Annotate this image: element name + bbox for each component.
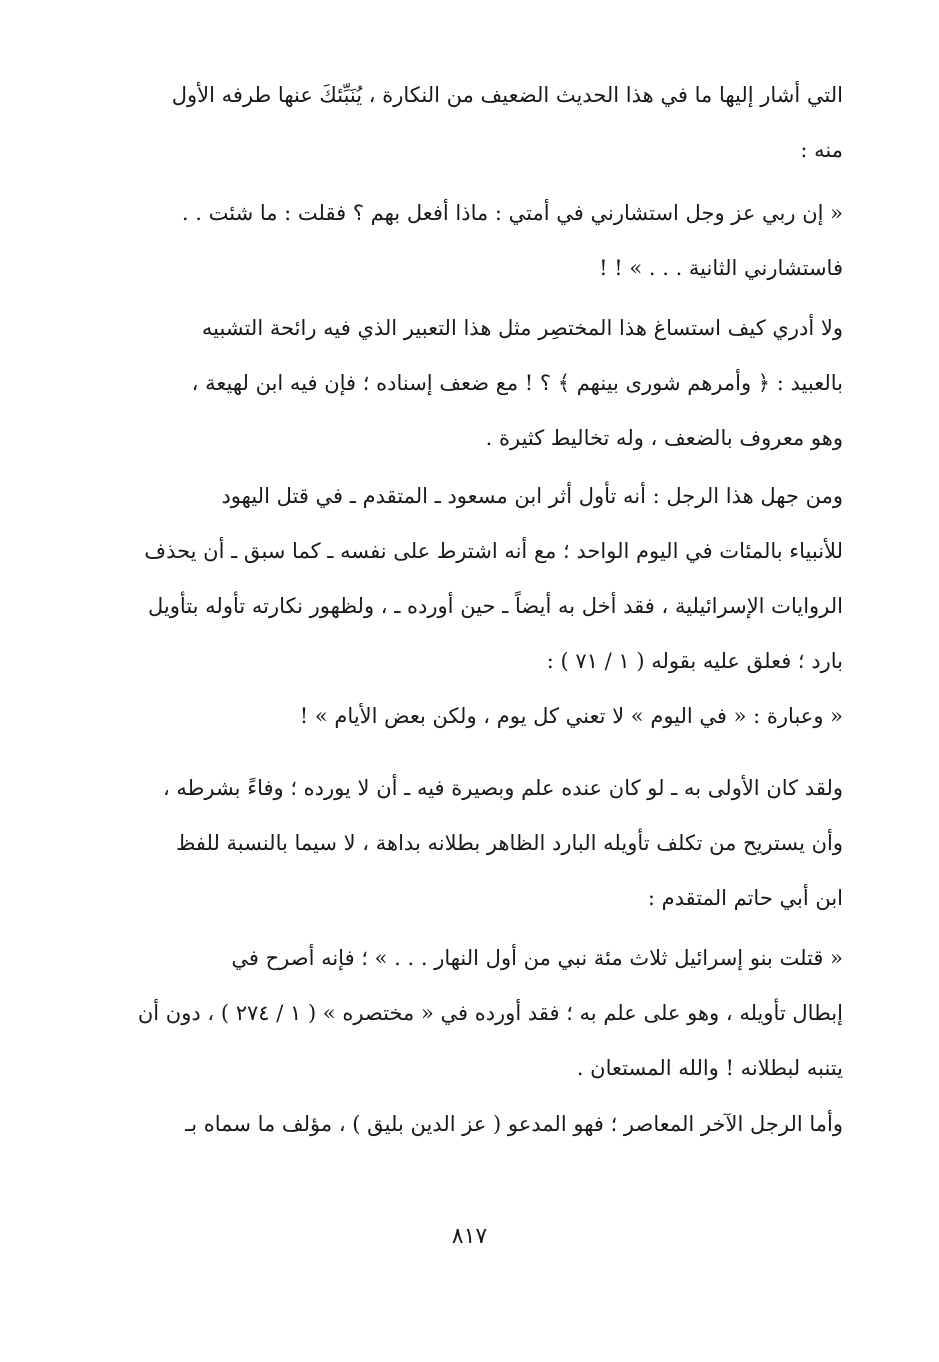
paragraph-3-line-3: وهو معروف بالضعف ، وله تخاليط كثيرة . (485, 426, 843, 450)
paragraph-4-line-2: للأنبياء بالمئات في اليوم الواحد ؛ مع أنه اشترط على نفسه ـ كما سبق ـ أن يحذف (144, 539, 843, 563)
paragraph-7-line-1: « قتلت بنو إسرائيل ثلاث مئة نبي من أول النهار . . . » ؛ فإنه أصرح في (231, 946, 843, 970)
paragraph-3-line-2: بالعبيد : ﴿ وأمرهم شورى بينهم ﴾ ؟ ! مع ضعف إسناده ؛ فإن فيه ابن لهيعة ، (191, 371, 843, 395)
paragraph-6-line-3: ابن أبي حاتم المتقدم : (647, 886, 843, 910)
paragraph-4 (98, 469, 843, 689)
paragraph-5-line-1: « وعبارة : « في اليوم » لا تعني كل يوم ، ولكن بعض الأيام » ! (299, 704, 843, 728)
paragraph-2 (98, 186, 843, 296)
paragraph-4-line-3: الروايات الإسرائيلية ، فقد أخل به أيضاً ـ حين أورده ـ ، ولظهور نكارته تأوله بتأويل (148, 594, 843, 618)
paragraph-1-line-2: منه : (800, 138, 843, 162)
paragraph-2-line-1: « إن ربي عز وجل استشارني في أمتي : ماذا أفعل بهم ؟ فقلت : ما شئت . . (181, 201, 843, 225)
paragraph-3-line-1: ولا أدري كيف استساغ هذا المختصِر مثل هذا التعبير الذي فيه رائحة التشبيه (201, 316, 843, 340)
paragraph-2-line-2: فاستشارني الثانية . . . » ! ! (599, 256, 843, 280)
paragraph-4-line-1: ومن جهل هذا الرجل : أنه تأول أثر ابن مسعود ـ المتقدم ـ في قتل اليهود (221, 484, 843, 508)
paragraph-6-line-1: ولقد كان الأولى به ـ لو كان عنده علم وبصيرة فيه ـ أن لا يورده ؛ وفاءً بشرطه ، (162, 776, 843, 800)
paragraph-8-line-1: وأما الرجل الآخر المعاصر ؛ فهو المدعو ( عز الدين بليق ) ، مؤلف ما سماه بـ (185, 1112, 843, 1136)
paragraph-3 (98, 301, 843, 466)
paragraph-6 (98, 761, 843, 926)
paragraph-8 (98, 1097, 843, 1152)
paragraph-7-line-2: إبطال تأويله ، وهو على علم به ؛ فقد أورده في « مختصره » ( ١ / ٢٧٤ ) ، دون أن (137, 1001, 843, 1025)
paragraph-5 (98, 689, 843, 744)
paragraph-7-line-3: يتنبه لبطلانه ! والله المستعان . (576, 1056, 843, 1080)
paragraph-1 (98, 68, 843, 178)
paragraph-1-line-1: التي أشار إليها ما في هذا الحديث الضعيف من النكارة ، يُنَبِّئكَ عنها طرفه الأول (171, 83, 843, 107)
paragraph-4-line-4: بارد ؛ فعلق عليه بقوله ( ١ / ٧١ ) : (546, 649, 843, 673)
paragraph-6-line-2: وأن يستريح من تكلف تأويله البارد الظاهر بطلانه بداهة ، لا سيما بالنسبة للفظ (175, 831, 843, 855)
page-number: ٨١٧ (451, 1224, 488, 1249)
paragraph-7 (98, 931, 843, 1096)
